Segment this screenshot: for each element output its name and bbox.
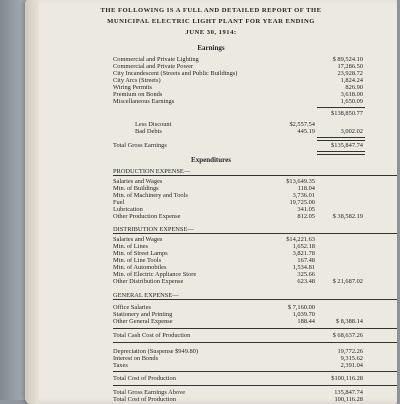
other-cost-label: Taxes xyxy=(113,362,128,369)
general-row-value: $ 7,160.00 xyxy=(287,304,315,311)
production-row xyxy=(25,213,397,221)
gross-earnings-row xyxy=(25,142,397,150)
production-row-value: 19,725.00 xyxy=(289,199,315,206)
report-title-line-1: THE FOLLOWING IS A FULL AND DETAILED REPORT OF THE xyxy=(100,7,322,14)
double-rule xyxy=(317,137,365,141)
total-cost-label: Total Cost of Production xyxy=(113,375,176,382)
distribution-row-label: Mtn. of Street Lamps xyxy=(113,250,168,257)
final-cost-value: 100,116.28 xyxy=(334,396,363,403)
distribution-row-label: Mtn. of Lines xyxy=(113,243,148,250)
production-row-value: 341.05 xyxy=(297,206,315,213)
production-expense-heading: PRODUCTION EXPENSE— xyxy=(113,168,191,175)
earnings-heading: Earnings xyxy=(197,44,225,52)
production-total: $ 38,582.19 xyxy=(332,213,363,220)
cash-cost-label: Total Cash Cost of Production xyxy=(113,332,191,339)
production-row-label: Mtn. of Machinery and Tools xyxy=(113,192,188,199)
distribution-row-value: 623.48 xyxy=(297,278,315,285)
earnings-row-value: 3,618.00 xyxy=(340,91,363,98)
earnings-row-label: Wiring Permits xyxy=(113,84,152,91)
general-row-label: Other General Expense xyxy=(113,318,173,325)
other-cost-value: 9,315.62 xyxy=(340,355,363,362)
cash-cost-row xyxy=(25,332,397,340)
earnings-subtotal-row xyxy=(25,110,397,118)
distribution-row-label: Salaries and Wages xyxy=(113,236,163,243)
production-row-value: 3,736.01 xyxy=(292,192,315,199)
section-rule xyxy=(113,371,397,372)
distribution-row-value: 167.48 xyxy=(297,257,315,264)
distribution-expense-heading: DISTRIBUTION EXPENSE— xyxy=(113,226,194,233)
section-rule xyxy=(113,233,397,234)
general-row-value: 1,039.70 xyxy=(292,311,315,318)
other-cost-value: 19,772.26 xyxy=(337,348,363,355)
subtotal-rule xyxy=(317,107,365,108)
production-row-label: Lubrication xyxy=(113,206,143,213)
general-row-label: Stationery and Printing xyxy=(113,311,173,318)
production-row-label: Salaries and Wages xyxy=(113,178,163,185)
distribution-row-label: Mtn. of Line Tools xyxy=(113,257,162,264)
section-rule xyxy=(113,175,397,176)
earnings-subtotal-value: $138,850.77 xyxy=(331,110,363,117)
general-row-label: Office Salaries xyxy=(113,304,152,311)
section-rule xyxy=(113,299,397,300)
earnings-row-value: 23,928.72 xyxy=(337,70,363,77)
other-cost-value: 2,391.04 xyxy=(340,362,363,369)
production-row-label: Mtn. of Buildings xyxy=(113,185,159,192)
distribution-total: $ 21,687.02 xyxy=(332,278,363,285)
production-row-value: $13,649.35 xyxy=(286,178,315,185)
section-rule xyxy=(113,328,397,329)
gross-earnings-value: $135,847.74 xyxy=(331,142,363,149)
earnings-row-label: City Arcs (Streets) xyxy=(113,77,161,84)
gross-earnings-label: Total Gross Earnings xyxy=(113,142,167,149)
production-row-label: Other Production Expense xyxy=(113,213,181,220)
earnings-row-label: Commercial and Private Lighting xyxy=(113,56,199,63)
deduction-value: 445.19 xyxy=(297,128,315,135)
section-rule xyxy=(113,342,397,343)
gross-above-label: Total Gross Earnings Above xyxy=(113,389,186,396)
total-cost-value: $100,116.28 xyxy=(331,375,363,382)
report-title-line-3: JUNE 30, 1914: xyxy=(185,29,237,36)
distribution-row-value: 1,652.18 xyxy=(292,243,315,250)
distribution-row-value: 325.66 xyxy=(297,271,315,278)
deduction-row xyxy=(25,128,397,136)
earnings-row-value: 1,824.24 xyxy=(340,77,363,84)
general-row-value: 188.44 xyxy=(297,318,315,325)
other-cost-label: Interest on Bonds xyxy=(113,355,159,362)
distribution-row-value: 3,821.78 xyxy=(292,250,315,257)
earnings-row xyxy=(25,98,397,106)
gross-above-value: 135,847.74 xyxy=(334,389,363,396)
report-title-line-2: MUNICIPAL ELECTRIC LIGHT PLANT FOR YEAR ENDING xyxy=(107,18,315,25)
earnings-row-label: City Incandescent (Streets and Public Buildings) xyxy=(113,70,238,77)
earnings-row-label: Premium on Bonds xyxy=(113,91,163,98)
production-row-label: Fuel xyxy=(113,199,125,206)
double-rule xyxy=(317,151,365,155)
production-row-value: 812.05 xyxy=(297,213,315,220)
total-cost-row xyxy=(25,375,397,383)
deduction-total: 3,002.02 xyxy=(340,128,363,135)
distribution-row-value: $14,221.63 xyxy=(286,236,315,243)
earnings-row-value: 826.90 xyxy=(345,84,363,91)
distribution-row xyxy=(25,278,397,286)
other-cost-row xyxy=(25,362,397,370)
document-page xyxy=(25,0,397,404)
earnings-row-label: Commercial and Private Power xyxy=(113,63,194,70)
earnings-row-value: $ 89,524.10 xyxy=(332,56,363,63)
section-rule xyxy=(113,385,397,386)
distribution-row-label: Mtn. of Electric Appliance Store xyxy=(113,271,197,278)
deduction-label: Less Discount xyxy=(135,121,172,128)
general-total: $ 8,388.14 xyxy=(335,318,363,325)
general-expense-heading: GENERAL EXPENSE— xyxy=(113,292,179,299)
cash-cost-value: $ 68,637.26 xyxy=(332,332,363,339)
earnings-row-label: Miscellaneous Earnings xyxy=(113,98,175,105)
distribution-row-label: Mtn. of Automobiles xyxy=(113,264,167,271)
distribution-row-value: 1,534.81 xyxy=(292,264,315,271)
expenditures-heading: Expenditures xyxy=(191,156,231,164)
general-row xyxy=(25,318,397,326)
earnings-row-value: 1,650.09 xyxy=(340,98,363,105)
deduction-value: $2,557.54 xyxy=(289,121,315,128)
earnings-row-value: 17,286.50 xyxy=(337,63,363,70)
final-cost-label: Total Cost of Production xyxy=(113,396,176,403)
distribution-row-label: Other Distribution Expense xyxy=(113,278,184,285)
production-row-value: 118.04 xyxy=(297,185,315,192)
other-cost-label: Depreciation (Suspense $949.80) xyxy=(113,348,199,355)
deduction-label: Bad Debts xyxy=(135,128,162,135)
final-cost-row xyxy=(25,396,397,404)
